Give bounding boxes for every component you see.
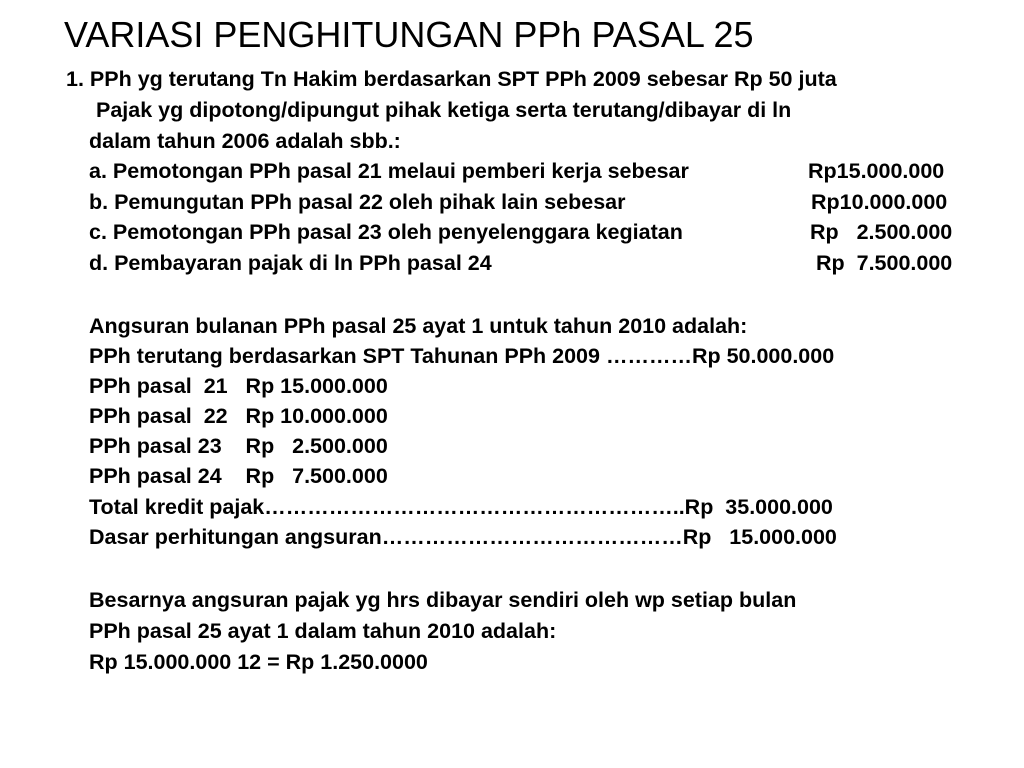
dasar-perhitungan: Dasar perhitungan angsuran……………………………………Rp 15.000.000: [89, 525, 837, 549]
item-b-amount: Rp10.000.000: [811, 190, 948, 214]
angsuran-heading: Angsuran bulanan PPh pasal 25 ayat 1 untuk tahun 2010 adalah:: [89, 314, 748, 338]
angsuran-pasal21: PPh pasal 21 Rp 15.000.000: [89, 374, 388, 398]
besarnya-line2: PPh pasal 25 ayat 1 dalam tahun 2010 adalah:: [89, 619, 557, 643]
item-d-text: d. Pembayaran pajak di ln PPh pasal 24: [89, 251, 492, 275]
angsuran-pasal23: PPh pasal 23 Rp 2.500.000: [89, 434, 388, 458]
item-a-amount: Rp15.000.000: [808, 159, 945, 183]
item1-line3: dalam tahun 2006 adalah sbb.:: [89, 129, 401, 153]
item-a-text: a. Pemotongan PPh pasal 21 melaui pemberi kerja sebesar: [89, 159, 689, 183]
item-b-text: b. Pemungutan PPh pasal 22 oleh pihak lain sebesar: [89, 190, 626, 214]
slide-title: VARIASI PENGHITUNGAN PPh PASAL 25: [64, 14, 754, 55]
angsuran-terutang: PPh terutang berdasarkan SPT Tahunan PPh 2009 …………Rp 50.000.000: [89, 344, 835, 368]
besarnya-result: Rp 15.000.000 12 = Rp 1.250.0000: [89, 650, 428, 674]
angsuran-pasal24: PPh pasal 24 Rp 7.500.000: [89, 464, 388, 488]
item-c-text: c. Pemotongan PPh pasal 23 oleh penyelenggara kegiatan: [89, 220, 683, 244]
besarnya-line1: Besarnya angsuran pajak yg hrs dibayar sendiri oleh wp setiap bulan: [89, 588, 797, 612]
angsuran-pasal22: PPh pasal 22 Rp 10.000.000: [89, 404, 388, 428]
item1-line2: Pajak yg dipotong/dipungut pihak ketiga serta terutang/dibayar di ln: [96, 98, 792, 122]
item-d-amount: Rp 7.500.000: [816, 251, 953, 275]
item1-line1: 1. PPh yg terutang Tn Hakim berdasarkan SPT PPh 2009 sebesar Rp 50 juta: [66, 67, 837, 91]
item-c-amount: Rp 2.500.000: [810, 220, 953, 244]
total-kredit-pajak: Total kredit pajak…………………………………………………..Rp 35.000.000: [89, 495, 833, 519]
